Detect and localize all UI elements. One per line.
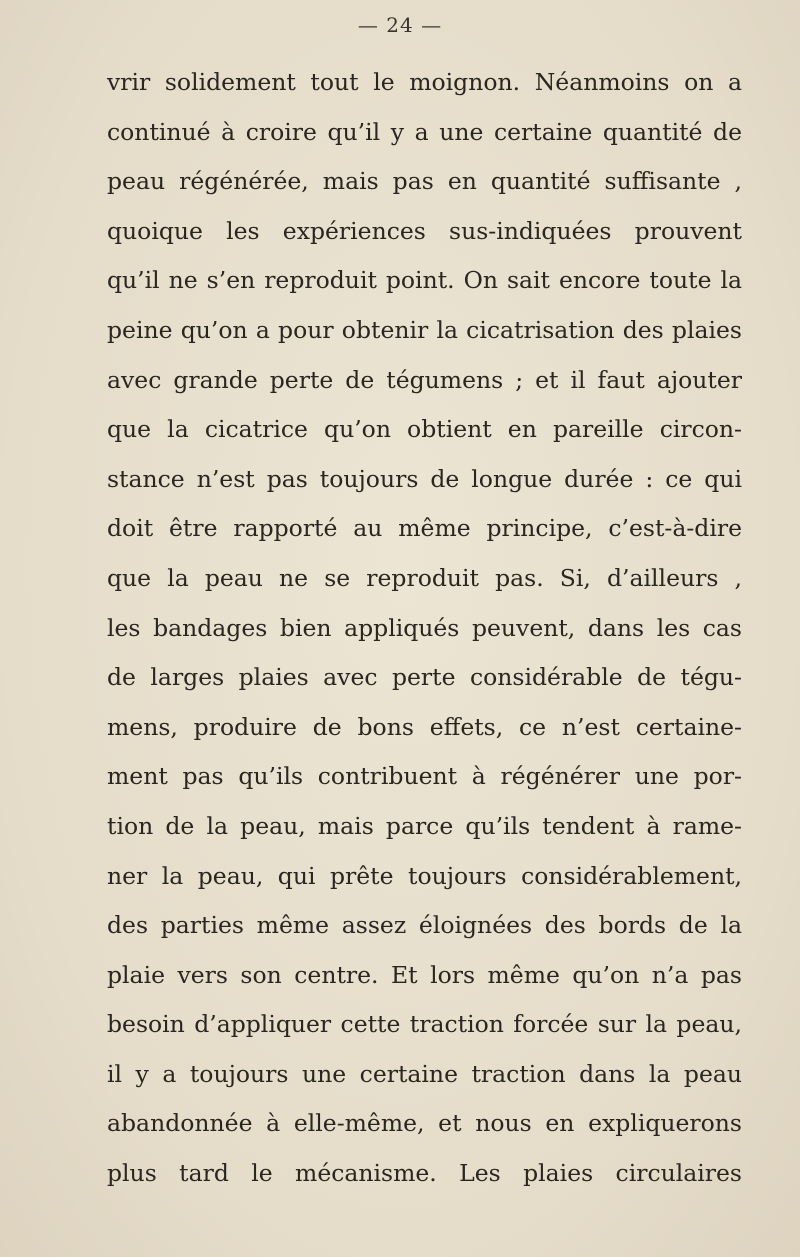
text-line: que la peau ne se reproduit pas. Si, d’ailleurs ,	[107, 563, 742, 592]
text-line: il y a toujours une certaine traction dans la peau	[107, 1059, 742, 1088]
text-line: doit être rapporté au même principe, c’est-à-dire	[107, 514, 742, 543]
page-number: — 24 —	[357, 13, 443, 37]
text-line: vrir solidement tout le moignon. Néanmoins on a	[107, 68, 742, 96]
body-text	[107, 58, 742, 1199]
text-line: des parties même assez éloignées des bords de la	[107, 911, 742, 940]
text-line: ment pas qu’ils contribuent à régénérer une por-	[107, 762, 742, 791]
text-line: avec grande perte de tégumens ; et il faut ajouter	[107, 365, 742, 394]
text-line: qu’il ne s’en reproduit point. On sait encore toute la	[107, 266, 742, 295]
text-line: quoique les expériences sus-indiquées prouvent	[107, 216, 742, 245]
text-line: stance n’est pas toujours de longue durée : ce qui	[107, 464, 742, 493]
text-line: continué à croire qu’il y a une certaine quantité de	[107, 117, 742, 146]
text-line: besoin d’appliquer cette traction forcée sur la peau,	[107, 1010, 742, 1039]
text-line: peine qu’on a pour obtenir la cicatrisation des plaies	[107, 315, 742, 344]
text-line: plaie vers son centre. Et lors même qu’on n’a pas	[107, 960, 742, 989]
text-line: les bandages bien appliqués peuvent, dans les cas	[107, 613, 742, 642]
text-line: de larges plaies avec perte considérable de tégu-	[107, 663, 742, 692]
text-line: que la cicatrice qu’on obtient en pareille circon-	[107, 415, 742, 444]
text-line: ner la peau, qui prête toujours considérablement,	[107, 861, 742, 890]
text-line: plus tard le mécanisme. Les plaies circulaires	[107, 1159, 742, 1188]
text-line: tion de la peau, mais parce qu’ils tendent à rame-	[107, 811, 742, 840]
text-line: abandonnée à elle-même, et nous en expliquerons	[107, 1109, 742, 1138]
text-line: peau régénérée, mais pas en quantité suffisante ,	[107, 167, 742, 196]
text-line: mens, produire de bons effets, ce n’est certaine-	[107, 712, 742, 741]
